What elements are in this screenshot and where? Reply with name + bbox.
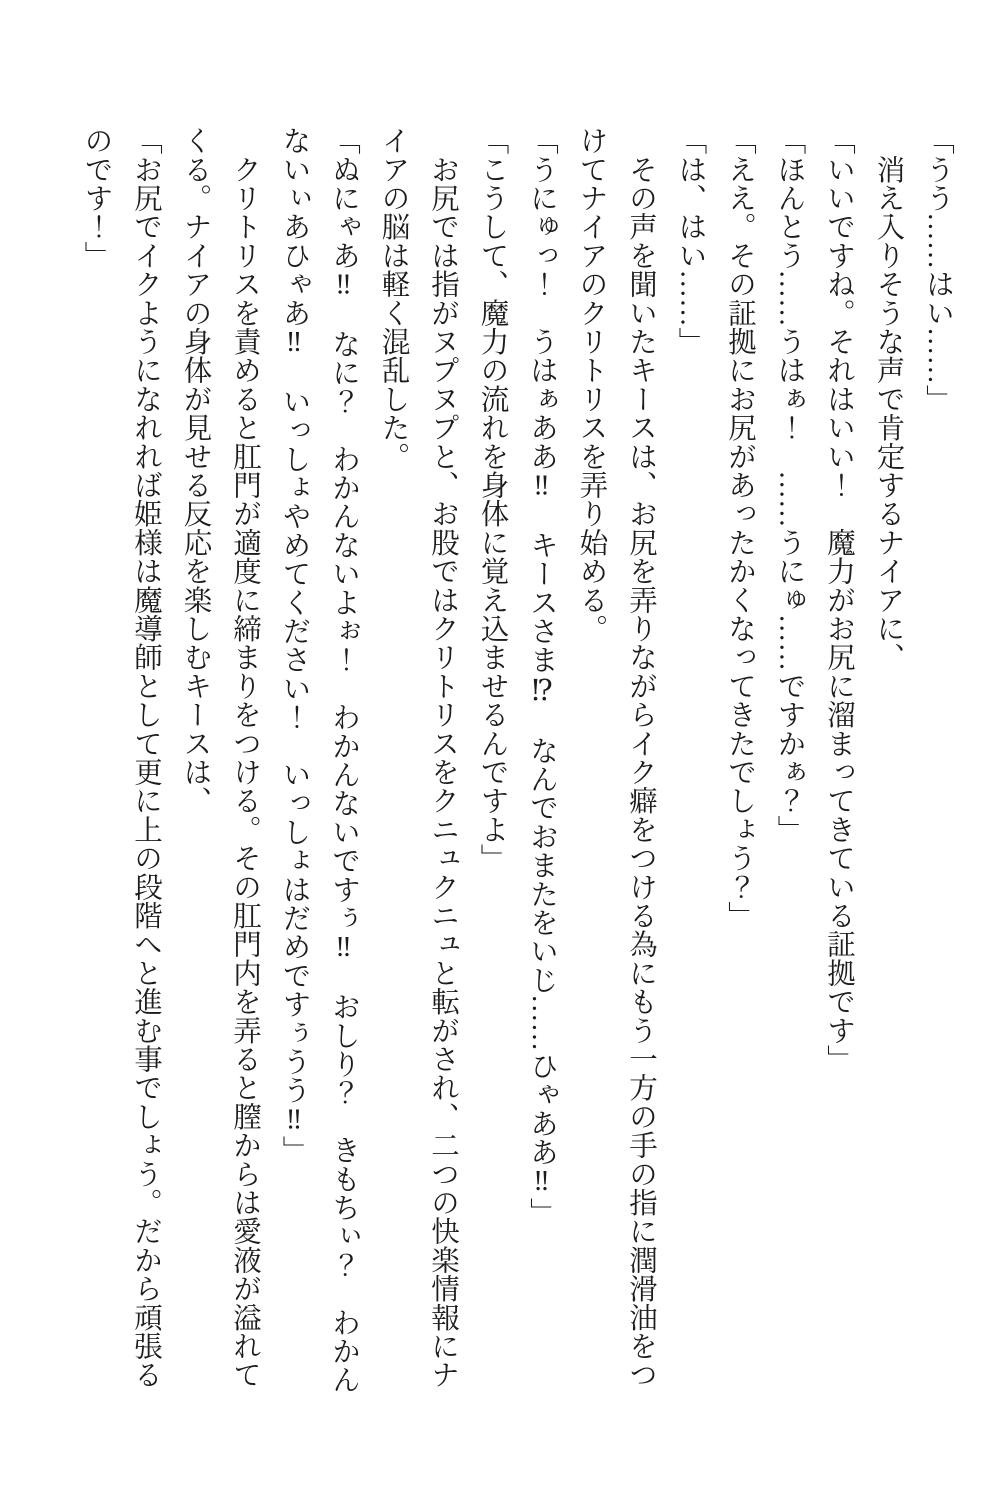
- text-line-12: イアの脳は軽く混乱した。: [377, 126, 409, 471]
- text-line-4: 「ほんとう……うはぁ！ ……うにゅ……ですかぁ？」: [773, 126, 805, 844]
- text-line-5: 「ええ。その証拠にお尻があったかくなってきたでしょう？」: [724, 126, 755, 930]
- text-line-13: 「ぬにゃあ‼ なに？ わかんないよぉ！ わかんないですぅ‼ おしり？ きもちぃ？ わかん: [328, 126, 359, 1394]
- text-line-17: 「お尻でイクようになれれば姫様は魔導師として更に上の段階へと進む事でしょう。だから頑張る: [130, 126, 161, 1389]
- text-line-15: クリトリスを責めると肛門が適度に締まりをつける。その肛門内を弄ると膣からは愛液が溢れて: [229, 126, 260, 1389]
- vertical-text-block: [71, 126, 962, 1398]
- text-line-3: 「いいですね。それはいい！ 魔力がお尻に溜まってきている証拠です」: [823, 126, 854, 1074]
- text-line-1: 「うう……はい……」: [922, 126, 953, 413]
- text-line-7: その声を聞いたキースは、お尻を弄りながらイク癖をつける為にもう一方の手の指に潤滑油をつ: [625, 126, 656, 1389]
- text-line-10: 「こうして、魔力の流れを身体に覚え込ませるんですよ」: [476, 126, 508, 873]
- text-line-6: 「は、はい……」: [674, 126, 706, 356]
- text-line-16: くる。ナイアの身体が見せる反応を楽しむキースは、: [179, 126, 211, 815]
- text-line-14: ないぃあひゃあ‼ いっしょやめてください！ いっしょはだめですぅうう‼」: [278, 126, 310, 1165]
- text-line-18: のです！」: [80, 126, 112, 270]
- text-line-9: 「うにゅっ！ うはぁああ‼ キースさま⁉ なんでおまたをいじ……ひゃああ‼」: [526, 126, 557, 1227]
- text-line-8: けてナイアのクリトリスを弄り始める。: [575, 126, 607, 643]
- text-line-11: お尻では指がヌプヌプと、お股ではクリトリスをクニュクニュと転がされ、二つの快楽情報にナ: [427, 126, 458, 1389]
- text-line-2: 消え入りそうな声で肯定するナイアに、: [872, 126, 904, 672]
